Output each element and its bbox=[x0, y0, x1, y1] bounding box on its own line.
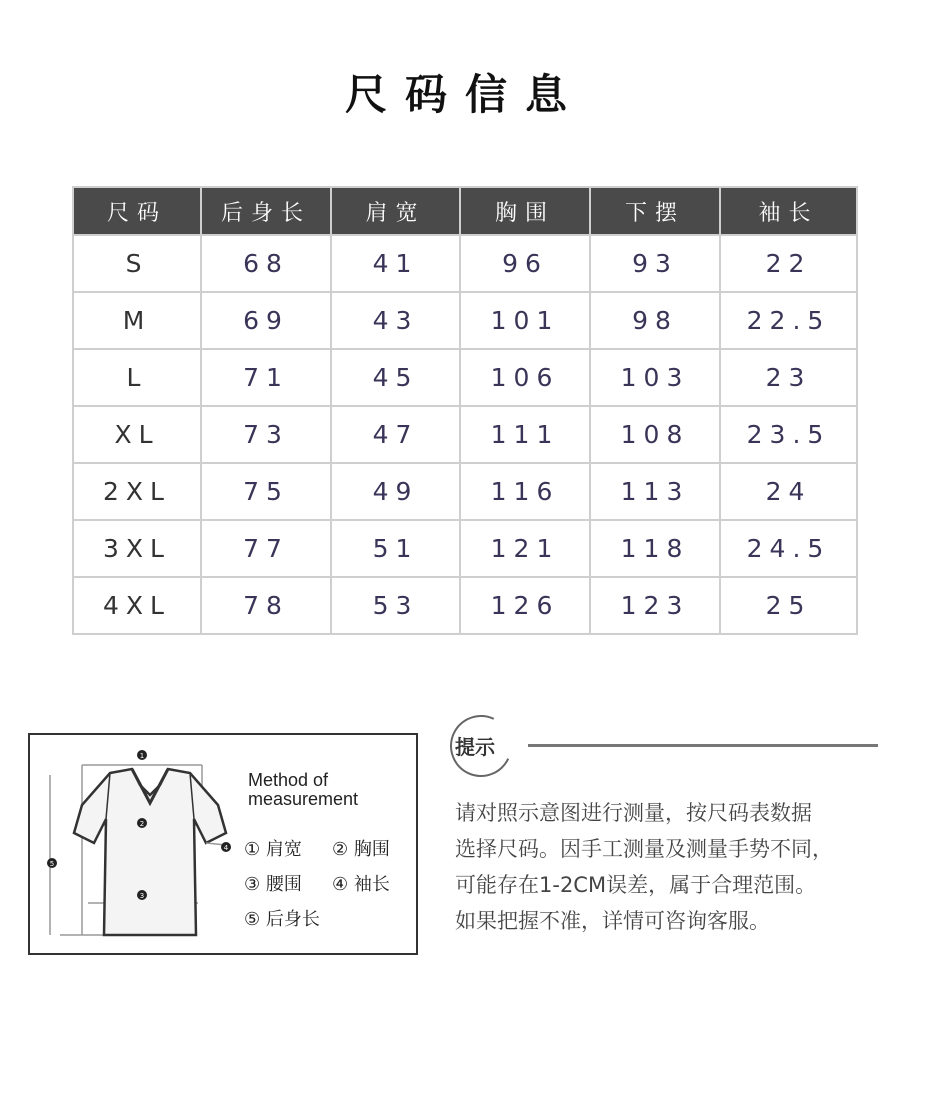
cell-sleeve: 25 bbox=[720, 577, 857, 634]
cell-hem: 98 bbox=[590, 292, 720, 349]
cell-shoulder: 41 bbox=[331, 235, 460, 292]
tip-line-1: 请对照示意图进行测量，按尺码表数据 bbox=[455, 801, 812, 825]
marker-3-label: 3 bbox=[139, 892, 145, 900]
cell-chest: 96 bbox=[460, 235, 590, 292]
tip-text bbox=[455, 795, 905, 939]
cell-size: S bbox=[73, 235, 201, 292]
measurement-figure bbox=[28, 733, 418, 955]
cell-size: M bbox=[73, 292, 201, 349]
cell-sleeve: 23 bbox=[720, 349, 857, 406]
cell-size: 2XL bbox=[73, 463, 201, 520]
marker-2-label: 2 bbox=[139, 820, 145, 828]
tip-line-2: 选择尺码。因手工测量及测量手势不同， bbox=[455, 837, 833, 861]
size-table bbox=[72, 186, 858, 635]
cell-size: L bbox=[73, 349, 201, 406]
cell-hem: 123 bbox=[590, 577, 720, 634]
cell-shoulder: 47 bbox=[331, 406, 460, 463]
cell-sleeve: 23.5 bbox=[720, 406, 857, 463]
marker-4-label: 4 bbox=[223, 844, 229, 852]
tip-line-3: 可能存在1-2CM误差，属于合理范围。 bbox=[455, 873, 817, 897]
table-row bbox=[73, 292, 857, 349]
col-header-shoulder: 肩宽 bbox=[331, 187, 460, 235]
cell-hem: 118 bbox=[590, 520, 720, 577]
cell-sleeve: 22 bbox=[720, 235, 857, 292]
method-line-2: measurement bbox=[248, 789, 359, 809]
cell-back-length: 77 bbox=[201, 520, 331, 577]
cell-sleeve: 24.5 bbox=[720, 520, 857, 577]
col-header-size: 尺码 bbox=[73, 187, 201, 235]
tip-label: 提示 bbox=[455, 735, 495, 759]
col-header-chest: 胸围 bbox=[460, 187, 590, 235]
cell-back-length: 78 bbox=[201, 577, 331, 634]
cell-shoulder: 51 bbox=[331, 520, 460, 577]
cell-chest: 101 bbox=[460, 292, 590, 349]
cell-shoulder: 43 bbox=[331, 292, 460, 349]
legend-shoulder: ① 肩宽 bbox=[244, 839, 302, 860]
tip-line-4: 如果把握不准，详情可咨询客服。 bbox=[455, 909, 770, 933]
table-row bbox=[73, 349, 857, 406]
table-row bbox=[73, 520, 857, 577]
marker-1-label: 1 bbox=[139, 752, 145, 760]
marker-5-label: 5 bbox=[49, 860, 55, 868]
cell-size: 3XL bbox=[73, 520, 201, 577]
cell-chest: 116 bbox=[460, 463, 590, 520]
legend-waist: ③ 腰围 bbox=[244, 874, 302, 895]
cell-chest: 111 bbox=[460, 406, 590, 463]
cell-size: 4XL bbox=[73, 577, 201, 634]
table-header-row bbox=[73, 187, 857, 235]
cell-shoulder: 45 bbox=[331, 349, 460, 406]
cell-chest: 126 bbox=[460, 577, 590, 634]
cell-back-length: 75 bbox=[201, 463, 331, 520]
col-header-back-length: 后身长 bbox=[201, 187, 331, 235]
cell-back-length: 68 bbox=[201, 235, 331, 292]
col-header-hem: 下摆 bbox=[590, 187, 720, 235]
table-row bbox=[73, 235, 857, 292]
table-row bbox=[73, 577, 857, 634]
cell-hem: 103 bbox=[590, 349, 720, 406]
cell-sleeve: 22.5 bbox=[720, 292, 857, 349]
cell-back-length: 73 bbox=[201, 406, 331, 463]
table-row bbox=[73, 406, 857, 463]
cell-sleeve: 24 bbox=[720, 463, 857, 520]
page-title: 尺码信息 bbox=[344, 70, 585, 119]
legend-chest: ② 胸围 bbox=[332, 839, 390, 860]
method-heading bbox=[248, 771, 358, 809]
cell-size: XL bbox=[73, 406, 201, 463]
cell-shoulder: 53 bbox=[331, 577, 460, 634]
method-line-1: Method of bbox=[248, 770, 329, 790]
cell-hem: 108 bbox=[590, 406, 720, 463]
cell-chest: 121 bbox=[460, 520, 590, 577]
table-row bbox=[73, 463, 857, 520]
legend-back-length: ⑤ 后身长 bbox=[244, 909, 320, 930]
cell-hem: 113 bbox=[590, 463, 720, 520]
tip-divider bbox=[528, 744, 878, 747]
legend-sleeve: ④ 袖长 bbox=[332, 874, 390, 895]
col-header-sleeve: 袖长 bbox=[720, 187, 857, 235]
cell-shoulder: 49 bbox=[331, 463, 460, 520]
cell-hem: 93 bbox=[590, 235, 720, 292]
cell-back-length: 71 bbox=[201, 349, 331, 406]
cell-back-length: 69 bbox=[201, 292, 331, 349]
cell-chest: 106 bbox=[460, 349, 590, 406]
